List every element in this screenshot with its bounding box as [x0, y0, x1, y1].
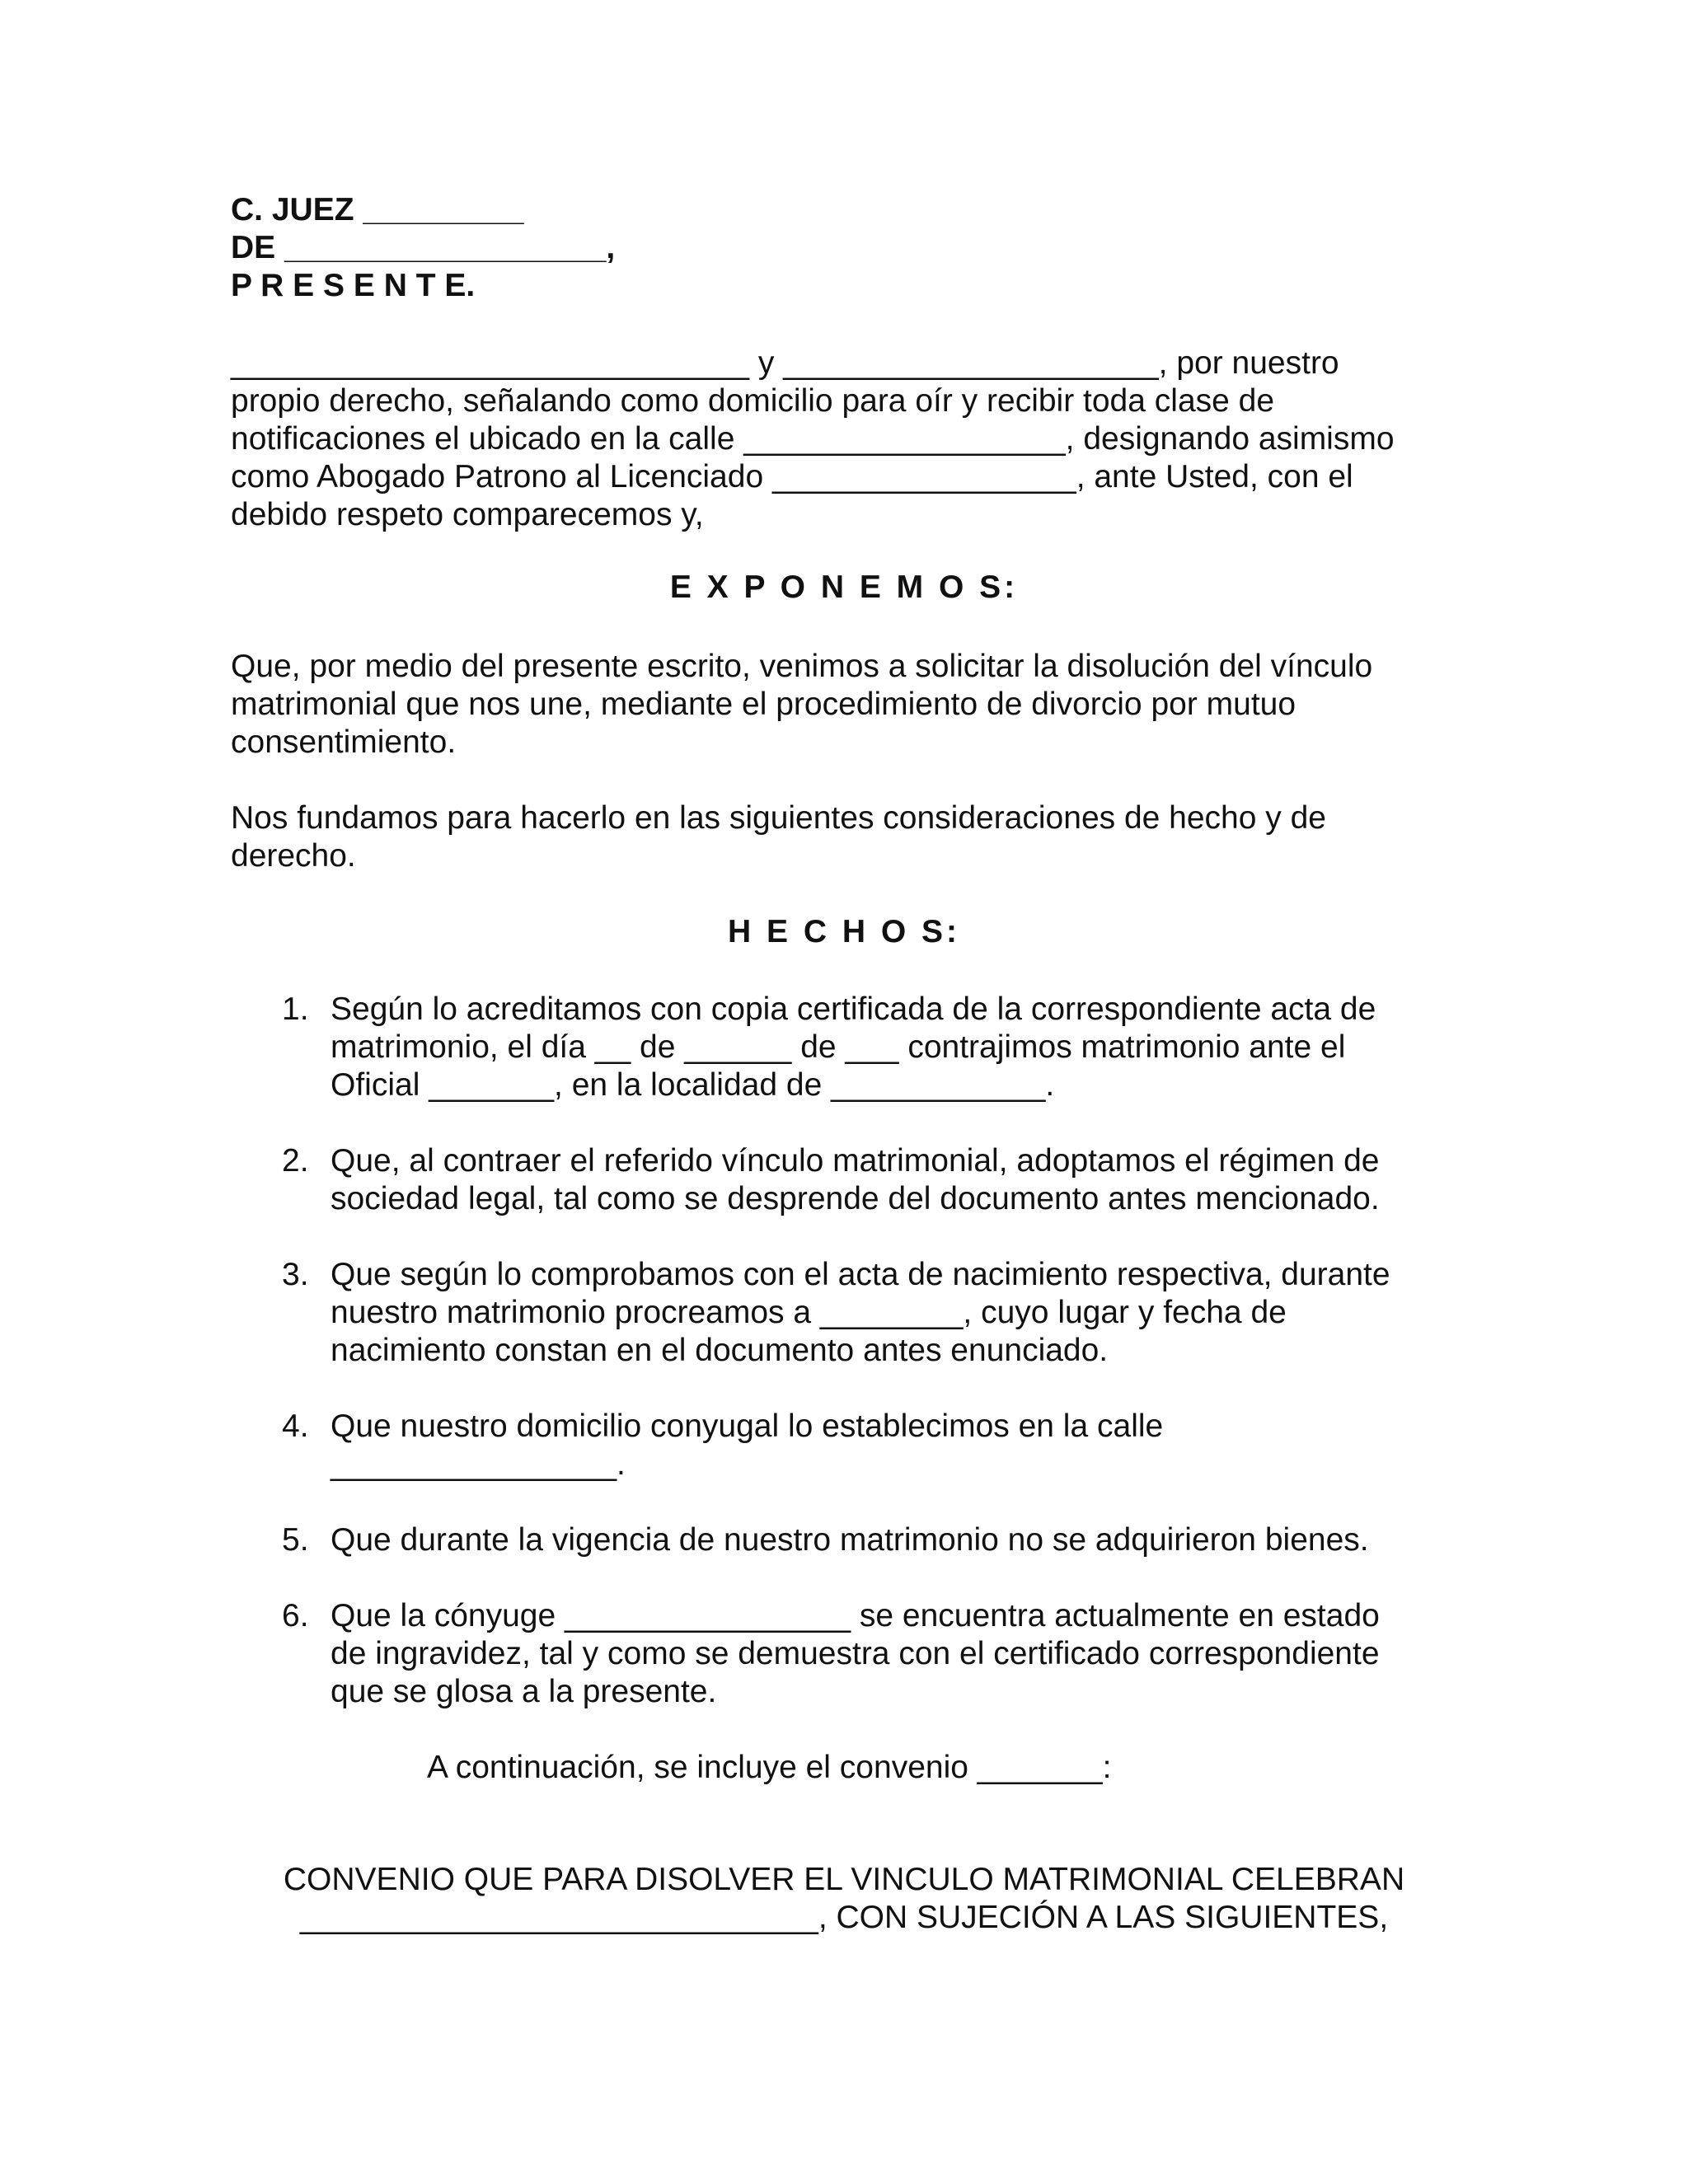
intro-line: debido respeto comparecemos y,	[231, 497, 704, 532]
grounds-line: Nos fundamos para hacerlo en las siguientes consideraciones de hecho y de	[231, 800, 1326, 836]
continuacion-line: A continuación, se incluye el convenio _______:	[427, 1750, 1112, 1785]
hecho-line: matrimonio, el día __ de ______ de ___ contrajimos matrimonio ante el	[331, 1029, 1346, 1065]
hecho-text	[331, 1256, 1390, 1370]
addressee-block	[231, 191, 615, 305]
addressee-presente: P R E S E N T E.	[231, 268, 476, 303]
hecho-text	[331, 1142, 1380, 1218]
hecho-text	[331, 991, 1376, 1104]
hecho-line: Que la cónyuge ________________ se encuentra actualmente en estado	[331, 1598, 1380, 1633]
hecho-line: de ingravidez, tal y como se demuestra con el certificado correspondiente	[331, 1636, 1380, 1671]
hecho-line: nuestro matrimonio procreamos a ________, cuyo lugar y fecha de	[331, 1295, 1287, 1330]
hecho-number: 5.	[282, 1522, 309, 1558]
hecho-line: Oficial _______, en la localidad de ____________.	[331, 1067, 1055, 1103]
hechos-heading: H E C H O S:	[727, 914, 961, 949]
hecho-number: 4.	[282, 1408, 309, 1444]
hecho-text	[331, 1521, 1369, 1559]
addressee-judge: C. JUEZ _________	[231, 192, 524, 227]
hecho-line: ________________.	[331, 1446, 626, 1482]
grounds-line: derecho.	[231, 838, 356, 874]
hecho-number: 3.	[282, 1257, 309, 1292]
request-paragraph	[231, 648, 1372, 762]
hecho-line: que se glosa a la presente.	[331, 1674, 717, 1709]
request-line: consentimiento.	[231, 724, 457, 760]
convenio-line: CONVENIO QUE PARA DISOLVER EL VINCULO MATRIMONIAL CELEBRAN	[283, 1862, 1405, 1897]
hecho-number: 2.	[282, 1143, 309, 1179]
hecho-line: Que, al contraer el referido vínculo matrimonial, adoptamos el régimen de	[331, 1143, 1380, 1179]
hecho-line: Según lo acreditamos con copia certificada de la correspondiente acta de	[331, 991, 1376, 1027]
convenio-line: _____________________________, CON SUJECIÓN A LAS SIGUIENTES,	[299, 1900, 1389, 1935]
addressee-district: DE __________________,	[231, 230, 616, 265]
hecho-line: Que durante la vigencia de nuestro matrimonio no se adquirieron bienes.	[331, 1522, 1369, 1558]
intro-line: propio derecho, señalando como domicilio para oír y recibir toda clase de	[231, 383, 1275, 419]
hecho-number: 6.	[282, 1598, 309, 1633]
request-line: Que, por medio del presente escrito, venimos a solicitar la disolución del vínculo	[231, 649, 1373, 684]
hecho-line: Que nuestro domicilio conyugal lo establecimos en la calle	[331, 1408, 1164, 1444]
hecho-line: sociedad legal, tal como se desprende del documento antes mencionado.	[331, 1181, 1380, 1216]
intro-line: como Abogado Patrono al Licenciado _________________, ante Usted, con el	[231, 459, 1353, 494]
hecho-number: 1.	[282, 991, 309, 1027]
hecho-text	[331, 1408, 1163, 1483]
hecho-line: nacimiento constan en el documento antes enunciado.	[331, 1333, 1109, 1368]
hecho-line: Que según lo comprobamos con el acta de nacimiento respectiva, durante	[331, 1257, 1390, 1292]
intro-line: _____________________________ y _____________________, por nuestro	[231, 345, 1339, 381]
grounds-paragraph	[231, 799, 1326, 875]
intro-line: notificaciones el ubicado en la calle __________________, designando asimismo	[231, 421, 1395, 457]
request-line: matrimonial que nos une, mediante el procedimiento de divorcio por mutuo	[231, 687, 1296, 722]
convenio-heading	[0, 1861, 1688, 1937]
intro-paragraph	[231, 344, 1395, 534]
hecho-text	[331, 1597, 1380, 1711]
exponemos-heading: E X P O N E M O S:	[669, 569, 1019, 605]
